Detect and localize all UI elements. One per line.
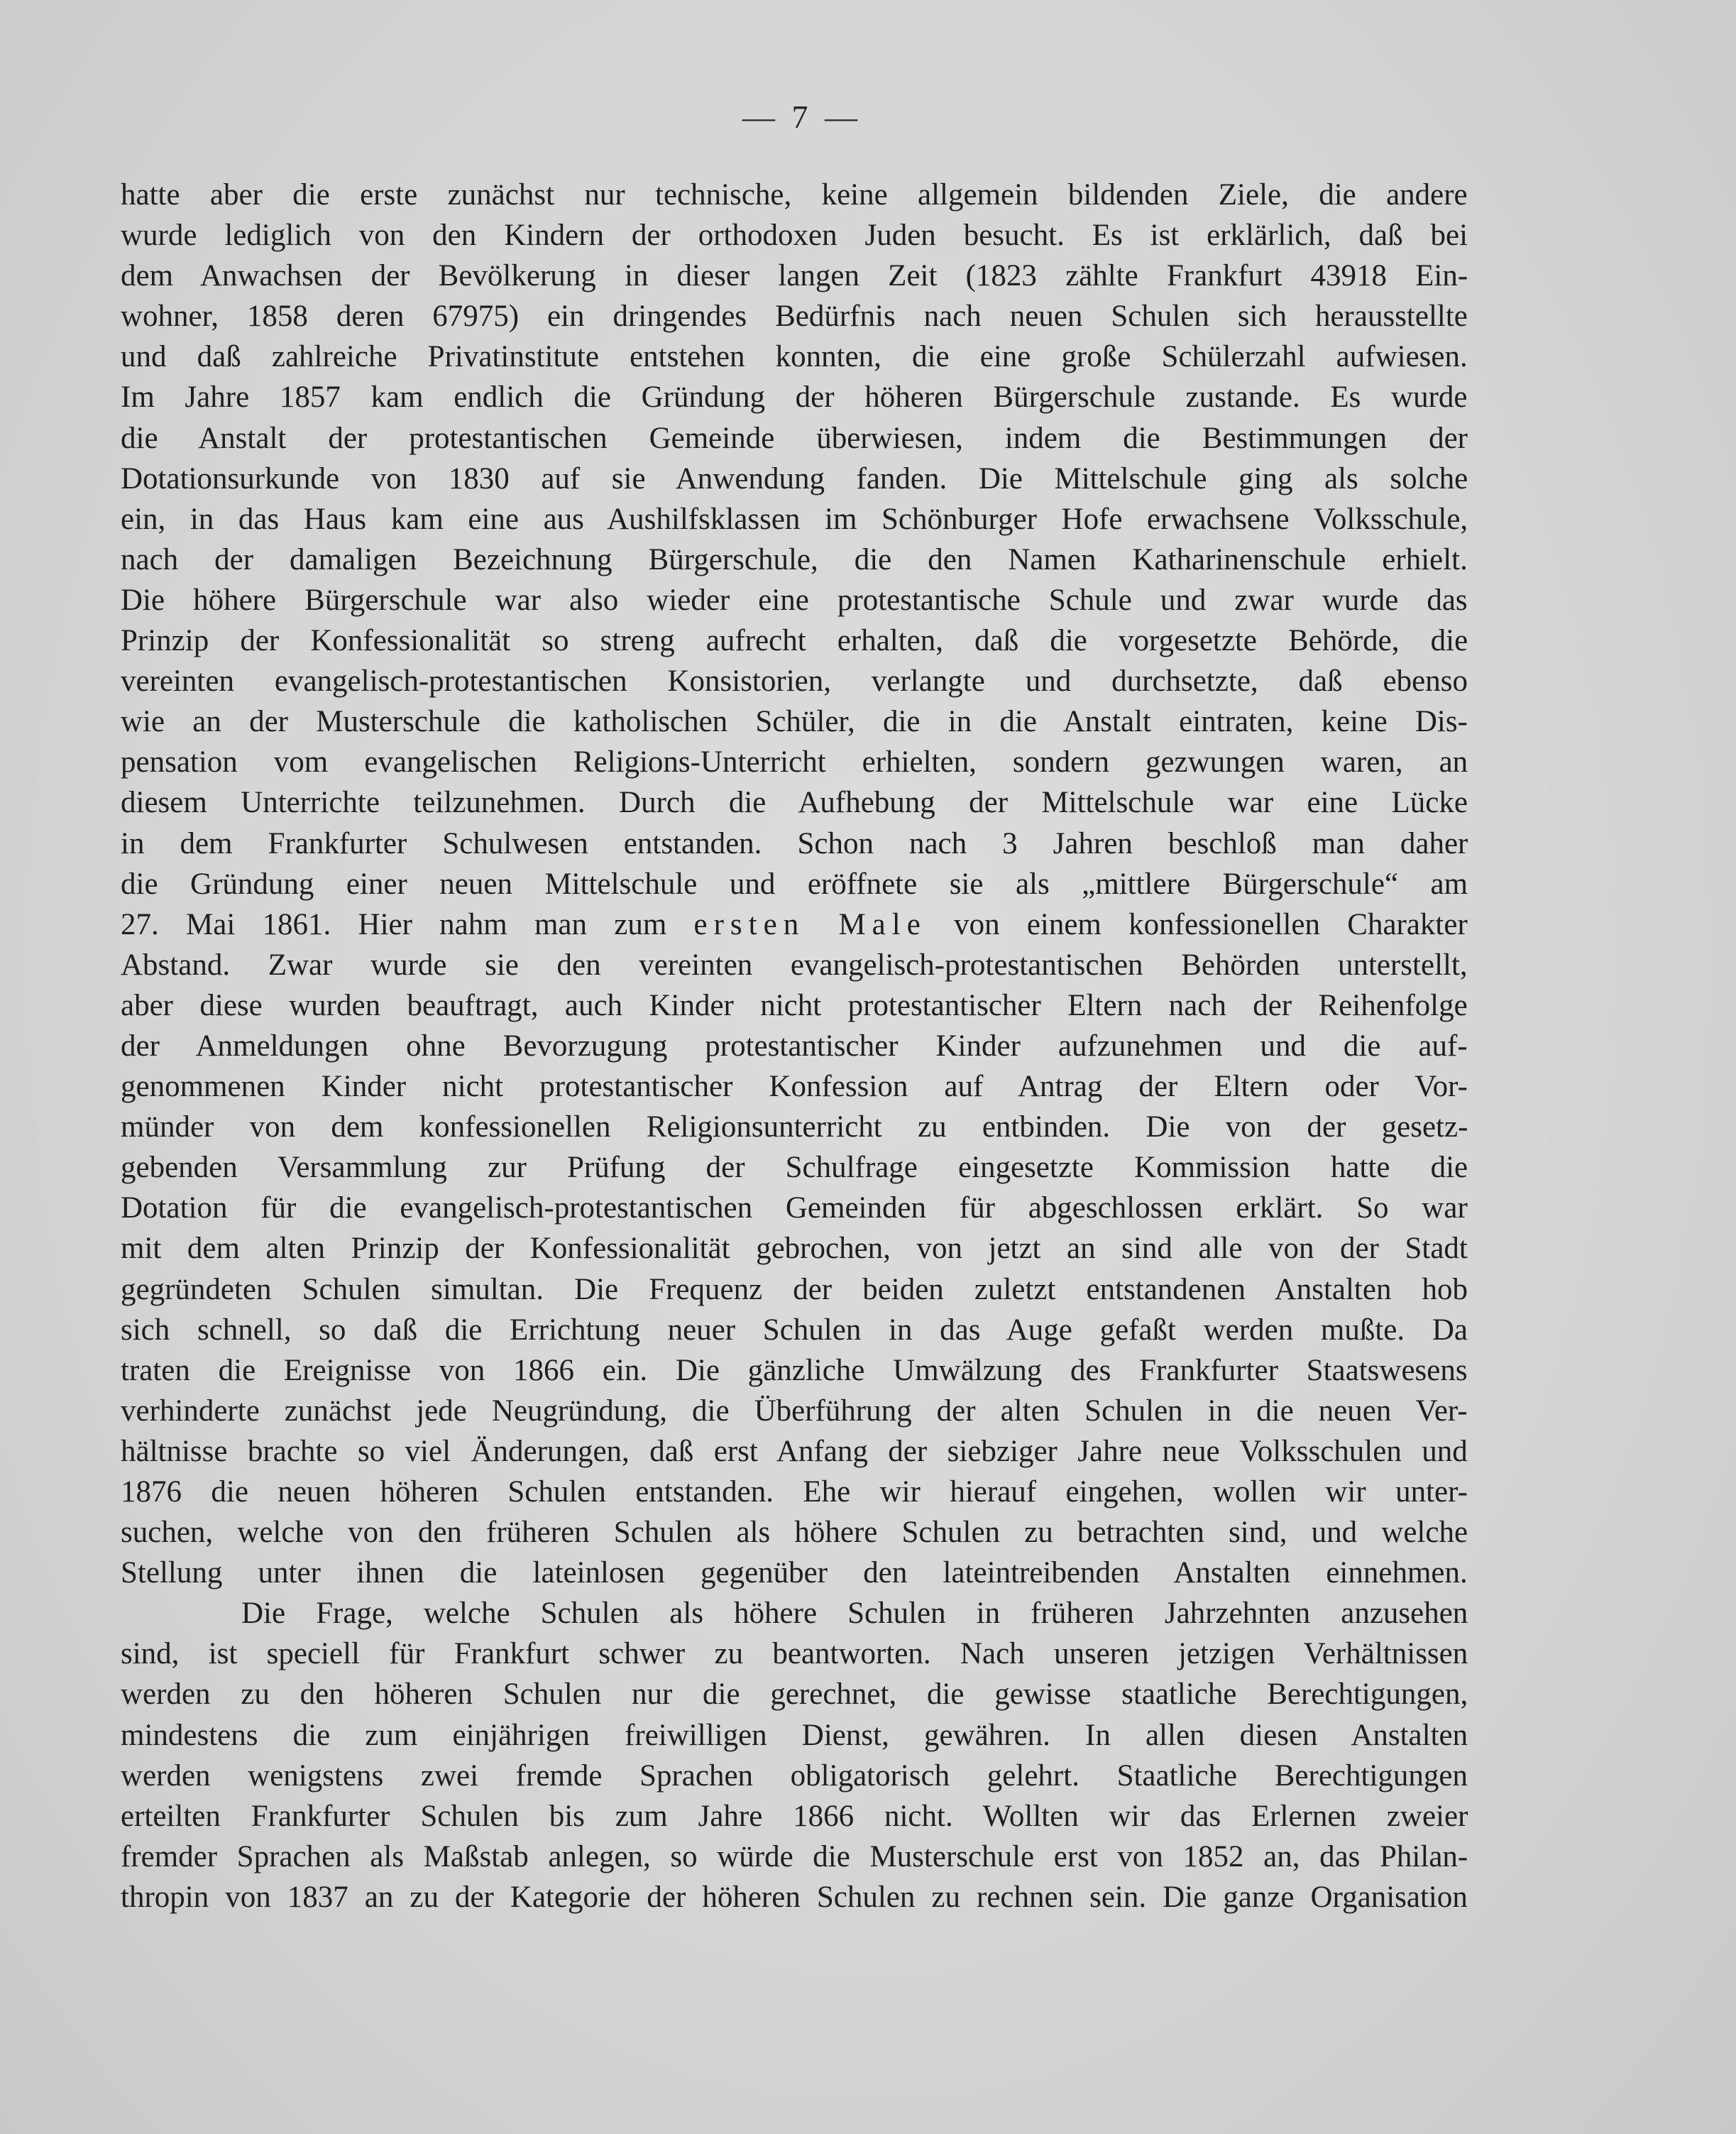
text-line: vereinten evangelisch-protestantischen Konsistorien, verlangte und durchsetzte, daß ebenso xyxy=(121,664,1468,699)
text-line: wohner, 1858 deren 67975) ein dringendes Bedürfnis nach neuen Schulen sich herausstellte xyxy=(121,300,1468,334)
text-line: traten die Ereignisse von 1866 ein. Die gänzliche Umwälzung des Frankfurter Staatswesens xyxy=(121,1353,1468,1387)
text-line: mindestens die zum einjährigen freiwilligen Dienst, gewähren. In allen diesen Anstalten xyxy=(121,1718,1468,1752)
text-line: der Anmeldungen ohne Bevorzugung protestantischer Kinder aufzunehmen und die auf- xyxy=(121,1029,1468,1063)
page-number: — 7 — xyxy=(742,99,862,135)
text-line: die Gründung einer neuen Mittelschule und eröffnete sie als „mittlere Bürgerschule“ am xyxy=(121,867,1468,901)
text-line: werden zu den höheren Schulen nur die gerechnet, die gewisse staatliche Berechtigungen, xyxy=(121,1678,1468,1712)
text-line: genommenen Kinder nicht protestantischer Konfession auf Antrag der Eltern oder Vor- xyxy=(121,1070,1468,1104)
text-line: aber diese wurden beauftragt, auch Kinder nicht protestantischer Eltern nach der Reihenfolge xyxy=(121,988,1468,1022)
text-line-spaced-emphasis xyxy=(121,904,1468,945)
text-line: verhinderte zunächst jede Neugründung, die Überführung der alten Schulen in die neuen Ver- xyxy=(121,1394,1468,1428)
text-line: Dotationsurkunde von 1830 auf sie Anwendung fanden. Die Mittelschule ging als solche xyxy=(121,461,1468,496)
text-line: 1876 die neuen höheren Schulen entstanden. Ehe wir hierauf eingehen, wollen wir unter- xyxy=(121,1475,1468,1509)
text-line: mit dem alten Prinzip der Konfessionalität gebrochen, von jetzt an sind alle von der Stadt xyxy=(121,1232,1468,1266)
text-line: werden wenigstens zwei fremde Sprachen obligatorisch gelehrt. Staatliche Berechtigungen xyxy=(121,1758,1468,1793)
text-line: hatte aber die erste zunächst nur technische, keine allgemein bildenden Ziele, die andere xyxy=(121,178,1468,212)
text-line: thropin von 1837 an zu der Kategorie der höheren Schulen zu rechnen sein. Die ganze Organisation xyxy=(121,1880,1468,1914)
text-line: Im Jahre 1857 kam endlich die Gründung der höheren Bürgerschule zustande. Es wurde xyxy=(121,381,1468,415)
text-line: fremder Sprachen als Maßstab anlegen, so würde die Musterschule erst von 1852 an, das Philan- xyxy=(121,1839,1468,1873)
text-line: wurde lediglich von den Kindern der orthodoxen Juden besucht. Es ist erklärlich, daß bei xyxy=(121,219,1468,253)
text-line: Abstand. Zwar wurde sie den vereinten evangelisch-protestantischen Behörden unterstellt, xyxy=(121,948,1468,982)
text-line: münder von dem konfessionellen Religionsunterricht zu entbinden. Die von der gesetz- xyxy=(121,1110,1468,1144)
line-segment: von einem konfessionellen Charakter xyxy=(926,907,1468,941)
line-segment: 27. Mai 1861. Hier nahm man zum xyxy=(121,907,694,941)
text-line: suchen, welche von den früheren Schulen als höhere Schulen zu betrachten sind, und welche xyxy=(121,1516,1468,1550)
text-line: und daß zahlreiche Privatinstitute entstehen konnten, die eine große Schülerzahl aufwiesen. xyxy=(121,340,1468,374)
text-line: Die höhere Bürgerschule war also wieder eine protestantische Schule und zwar wurde das xyxy=(121,583,1468,617)
text-line: diesem Unterrichte teilzunehmen. Durch die Aufhebung der Mittelschule war eine Lücke xyxy=(121,786,1468,820)
text-line: Dotation für die evangelisch-protestantischen Gemeinden für abgeschlossen erklärt. So war xyxy=(121,1191,1468,1225)
text-line: hältnisse brachte so viel Änderungen, daß erst Anfang der siebziger Jahre neue Volksschulen und xyxy=(121,1434,1468,1468)
text-line: gebenden Versammlung zur Prüfung der Schulfrage eingesetzte Kommission hatte die xyxy=(121,1151,1468,1185)
text-line: sich schnell, so daß die Errichtung neuer Schulen in das Auge gefaßt werden mußte. Da xyxy=(121,1313,1468,1347)
text-line: ein, in das Haus kam eine aus Aushilfsklassen im Schönburger Hofe erwachsene Volksschule, xyxy=(121,502,1468,536)
text-line: sind, ist speciell für Frankfurt schwer zu beantworten. Nach unseren jetzigen Verhältnissen xyxy=(121,1637,1468,1671)
text-line: wie an der Musterschule die katholischen Schüler, die in die Anstalt eintraten, keine Dis- xyxy=(121,705,1468,739)
body-text xyxy=(121,175,1468,1917)
text-line: nach der damaligen Bezeichnung Bürgerschule, die den Namen Katharinenschule erhielt. xyxy=(121,542,1468,576)
text-line: gegründeten Schulen simultan. Die Frequenz der beiden zuletzt entstandenen Anstalten hob xyxy=(121,1272,1468,1306)
text-line: in dem Frankfurter Schulwesen entstanden. Schon nach 3 Jahren beschloß man daher xyxy=(121,826,1468,860)
paragraph-first-line: Die Frage, welche Schulen als höhere Schulen in früheren Jahrzehnten anzusehen xyxy=(241,1597,1468,1631)
text-line: Stellung unter ihnen die lateinlosen gegenüber den lateintreibenden Anstalten einnehmen. xyxy=(121,1556,1468,1590)
text-line: Prinzip der Konfessionalität so streng aufrecht erhalten, daß die vorgesetzte Behörde, die xyxy=(121,624,1468,658)
spaced-emphasis: ersten Male xyxy=(693,907,927,941)
text-line: dem Anwachsen der Bevölkerung in dieser langen Zeit (1823 zählte Frankfurt 43918 Ein- xyxy=(121,259,1468,293)
text-line: die Anstalt der protestantischen Gemeinde überwiesen, indem die Bestimmungen der xyxy=(121,421,1468,455)
text-line: erteilten Frankfurter Schulen bis zum Jahre 1866 nicht. Wollten wir das Erlernen zweier xyxy=(121,1799,1468,1833)
text-line: pensation vom evangelischen Religions-Unterricht erhielten, sondern gezwungen waren, an xyxy=(121,745,1468,779)
